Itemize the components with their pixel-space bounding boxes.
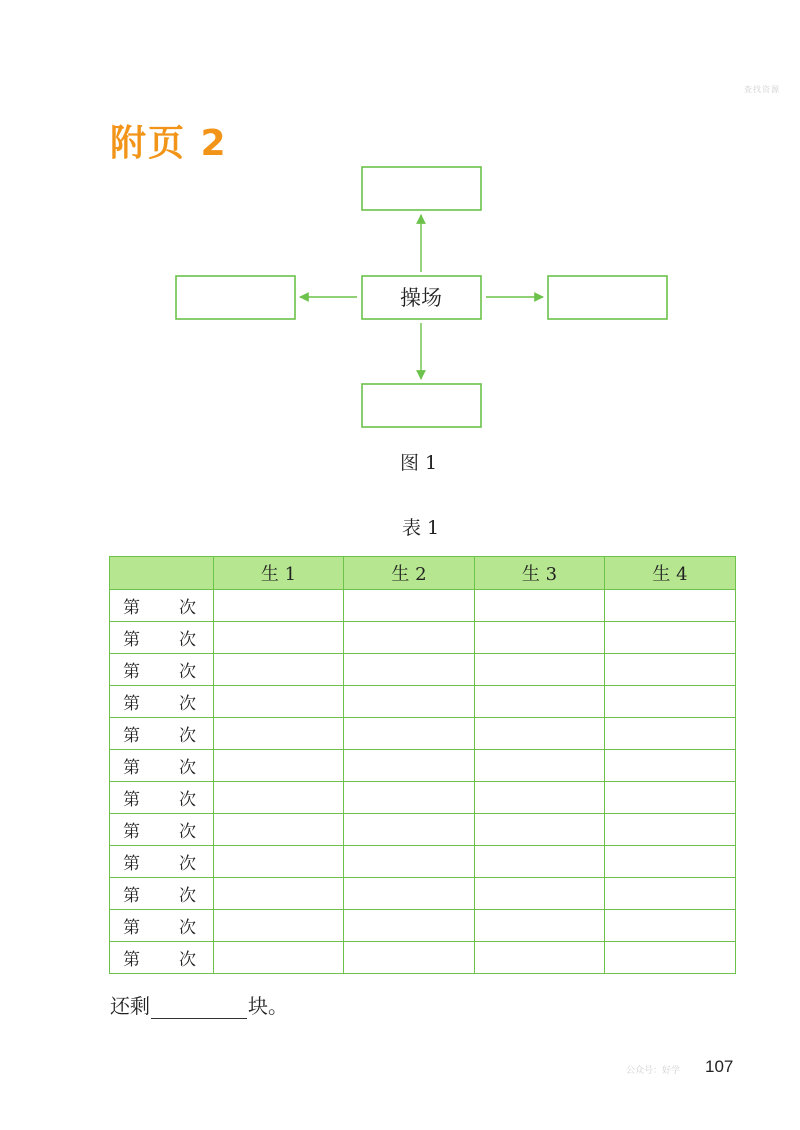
cell-student-3[interactable]: [475, 654, 605, 686]
table-row: [110, 750, 736, 782]
header-student-2: 生 2: [344, 557, 475, 590]
cell-student-3[interactable]: [475, 942, 605, 974]
cell-student-2[interactable]: [344, 878, 475, 910]
cell-student-1[interactable]: [214, 622, 344, 654]
cell-student-2[interactable]: [344, 942, 475, 974]
row-label-a: 第: [123, 758, 140, 778]
cell-student-4[interactable]: [605, 878, 736, 910]
cell-student-3[interactable]: [475, 750, 605, 782]
row-label-b: 次: [179, 758, 196, 778]
row-label-a: 第: [123, 822, 140, 842]
table-row: [110, 910, 736, 942]
row-label: [110, 782, 214, 814]
row-label: [110, 654, 214, 686]
row-label-b: 次: [179, 598, 196, 618]
table-row: [110, 814, 736, 846]
cell-student-1[interactable]: [214, 942, 344, 974]
row-label-a: 第: [123, 950, 140, 970]
row-label-a: 第: [123, 694, 140, 714]
row-label: [110, 686, 214, 718]
cell-student-1[interactable]: [214, 878, 344, 910]
box-right[interactable]: [548, 276, 667, 319]
row-label-a: 第: [123, 726, 140, 746]
row-label-a: 第: [123, 886, 140, 906]
cell-student-2[interactable]: [344, 622, 475, 654]
cell-student-4[interactable]: [605, 590, 736, 622]
row-label-b: 次: [179, 662, 196, 682]
row-label-b: 次: [179, 950, 196, 970]
table-row: [110, 686, 736, 718]
box-left[interactable]: [176, 276, 295, 319]
cell-student-2[interactable]: [344, 686, 475, 718]
cell-student-3[interactable]: [475, 846, 605, 878]
cell-student-2[interactable]: [344, 590, 475, 622]
row-label: [110, 590, 214, 622]
figure-caption: 图 1: [400, 452, 438, 474]
row-label-b: 次: [179, 854, 196, 874]
cell-student-1[interactable]: [214, 750, 344, 782]
row-label-a: 第: [123, 854, 140, 874]
cell-student-3[interactable]: [475, 814, 605, 846]
cell-student-2[interactable]: [344, 654, 475, 686]
table-row: [110, 590, 736, 622]
remain-line: [110, 990, 288, 1019]
row-label-b: 次: [179, 790, 196, 810]
remain-blank[interactable]: [151, 998, 247, 1019]
header-student-4: 生 4: [605, 557, 736, 590]
row-label: [110, 846, 214, 878]
cell-student-4[interactable]: [605, 622, 736, 654]
table-row: [110, 942, 736, 974]
watermark-top: 查找资源: [744, 85, 780, 94]
cell-student-1[interactable]: [214, 782, 344, 814]
center-label: 操场: [400, 286, 442, 310]
cell-student-2[interactable]: [344, 910, 475, 942]
row-label-b: 次: [179, 630, 196, 650]
cell-student-3[interactable]: [475, 590, 605, 622]
cell-student-4[interactable]: [605, 782, 736, 814]
row-label-a: 第: [123, 598, 140, 618]
cell-student-2[interactable]: [344, 718, 475, 750]
cell-student-1[interactable]: [214, 590, 344, 622]
cell-student-1[interactable]: [214, 910, 344, 942]
row-label: [110, 910, 214, 942]
cell-student-3[interactable]: [475, 910, 605, 942]
cell-student-2[interactable]: [344, 814, 475, 846]
cell-student-3[interactable]: [475, 686, 605, 718]
table-row: [110, 878, 736, 910]
page-title: 附页 2: [110, 123, 228, 164]
remain-prefix: 还剩: [110, 994, 150, 1018]
cell-student-4[interactable]: [605, 750, 736, 782]
row-label: [110, 622, 214, 654]
record-table: [109, 556, 736, 974]
cell-student-1[interactable]: [214, 846, 344, 878]
header-corner: [110, 557, 214, 590]
header-student-3: 生 3: [475, 557, 605, 590]
cell-student-3[interactable]: [475, 782, 605, 814]
cell-student-4[interactable]: [605, 814, 736, 846]
table-header-row: [110, 557, 736, 590]
box-top[interactable]: [362, 167, 481, 210]
row-label-a: 第: [123, 790, 140, 810]
page-number: 107: [705, 1057, 734, 1076]
table-row: [110, 846, 736, 878]
table-caption: 表 1: [402, 517, 440, 539]
watermark-bottom: 公众号：好学: [626, 1066, 681, 1076]
cell-student-4[interactable]: [605, 686, 736, 718]
cell-student-2[interactable]: [344, 750, 475, 782]
row-label-a: 第: [123, 630, 140, 650]
table-row: [110, 782, 736, 814]
box-bottom[interactable]: [362, 384, 481, 427]
row-label-b: 次: [179, 726, 196, 746]
cell-student-3[interactable]: [475, 622, 605, 654]
cell-student-4[interactable]: [605, 654, 736, 686]
direction-diagram: [0, 0, 800, 440]
cell-student-4[interactable]: [605, 846, 736, 878]
header-student-1: 生 1: [214, 557, 344, 590]
row-label: [110, 718, 214, 750]
cell-student-4[interactable]: [605, 910, 736, 942]
row-label-a: 第: [123, 662, 140, 682]
table-body: [110, 590, 736, 974]
cell-student-3[interactable]: [475, 718, 605, 750]
remain-suffix: 块。: [248, 994, 288, 1018]
table-row: [110, 622, 736, 654]
table-row: [110, 718, 736, 750]
cell-student-1[interactable]: [214, 718, 344, 750]
cell-student-4[interactable]: [605, 718, 736, 750]
cell-student-2[interactable]: [344, 846, 475, 878]
cell-student-1[interactable]: [214, 654, 344, 686]
row-label: [110, 750, 214, 782]
row-label-b: 次: [179, 822, 196, 842]
cell-student-4[interactable]: [605, 942, 736, 974]
cell-student-1[interactable]: [214, 814, 344, 846]
row-label-a: 第: [123, 918, 140, 938]
row-label: [110, 814, 214, 846]
cell-student-1[interactable]: [214, 686, 344, 718]
cell-student-3[interactable]: [475, 878, 605, 910]
row-label-b: 次: [179, 694, 196, 714]
row-label-b: 次: [179, 918, 196, 938]
table-row: [110, 654, 736, 686]
row-label: [110, 878, 214, 910]
row-label-b: 次: [179, 886, 196, 906]
row-label: [110, 942, 214, 974]
cell-student-2[interactable]: [344, 782, 475, 814]
